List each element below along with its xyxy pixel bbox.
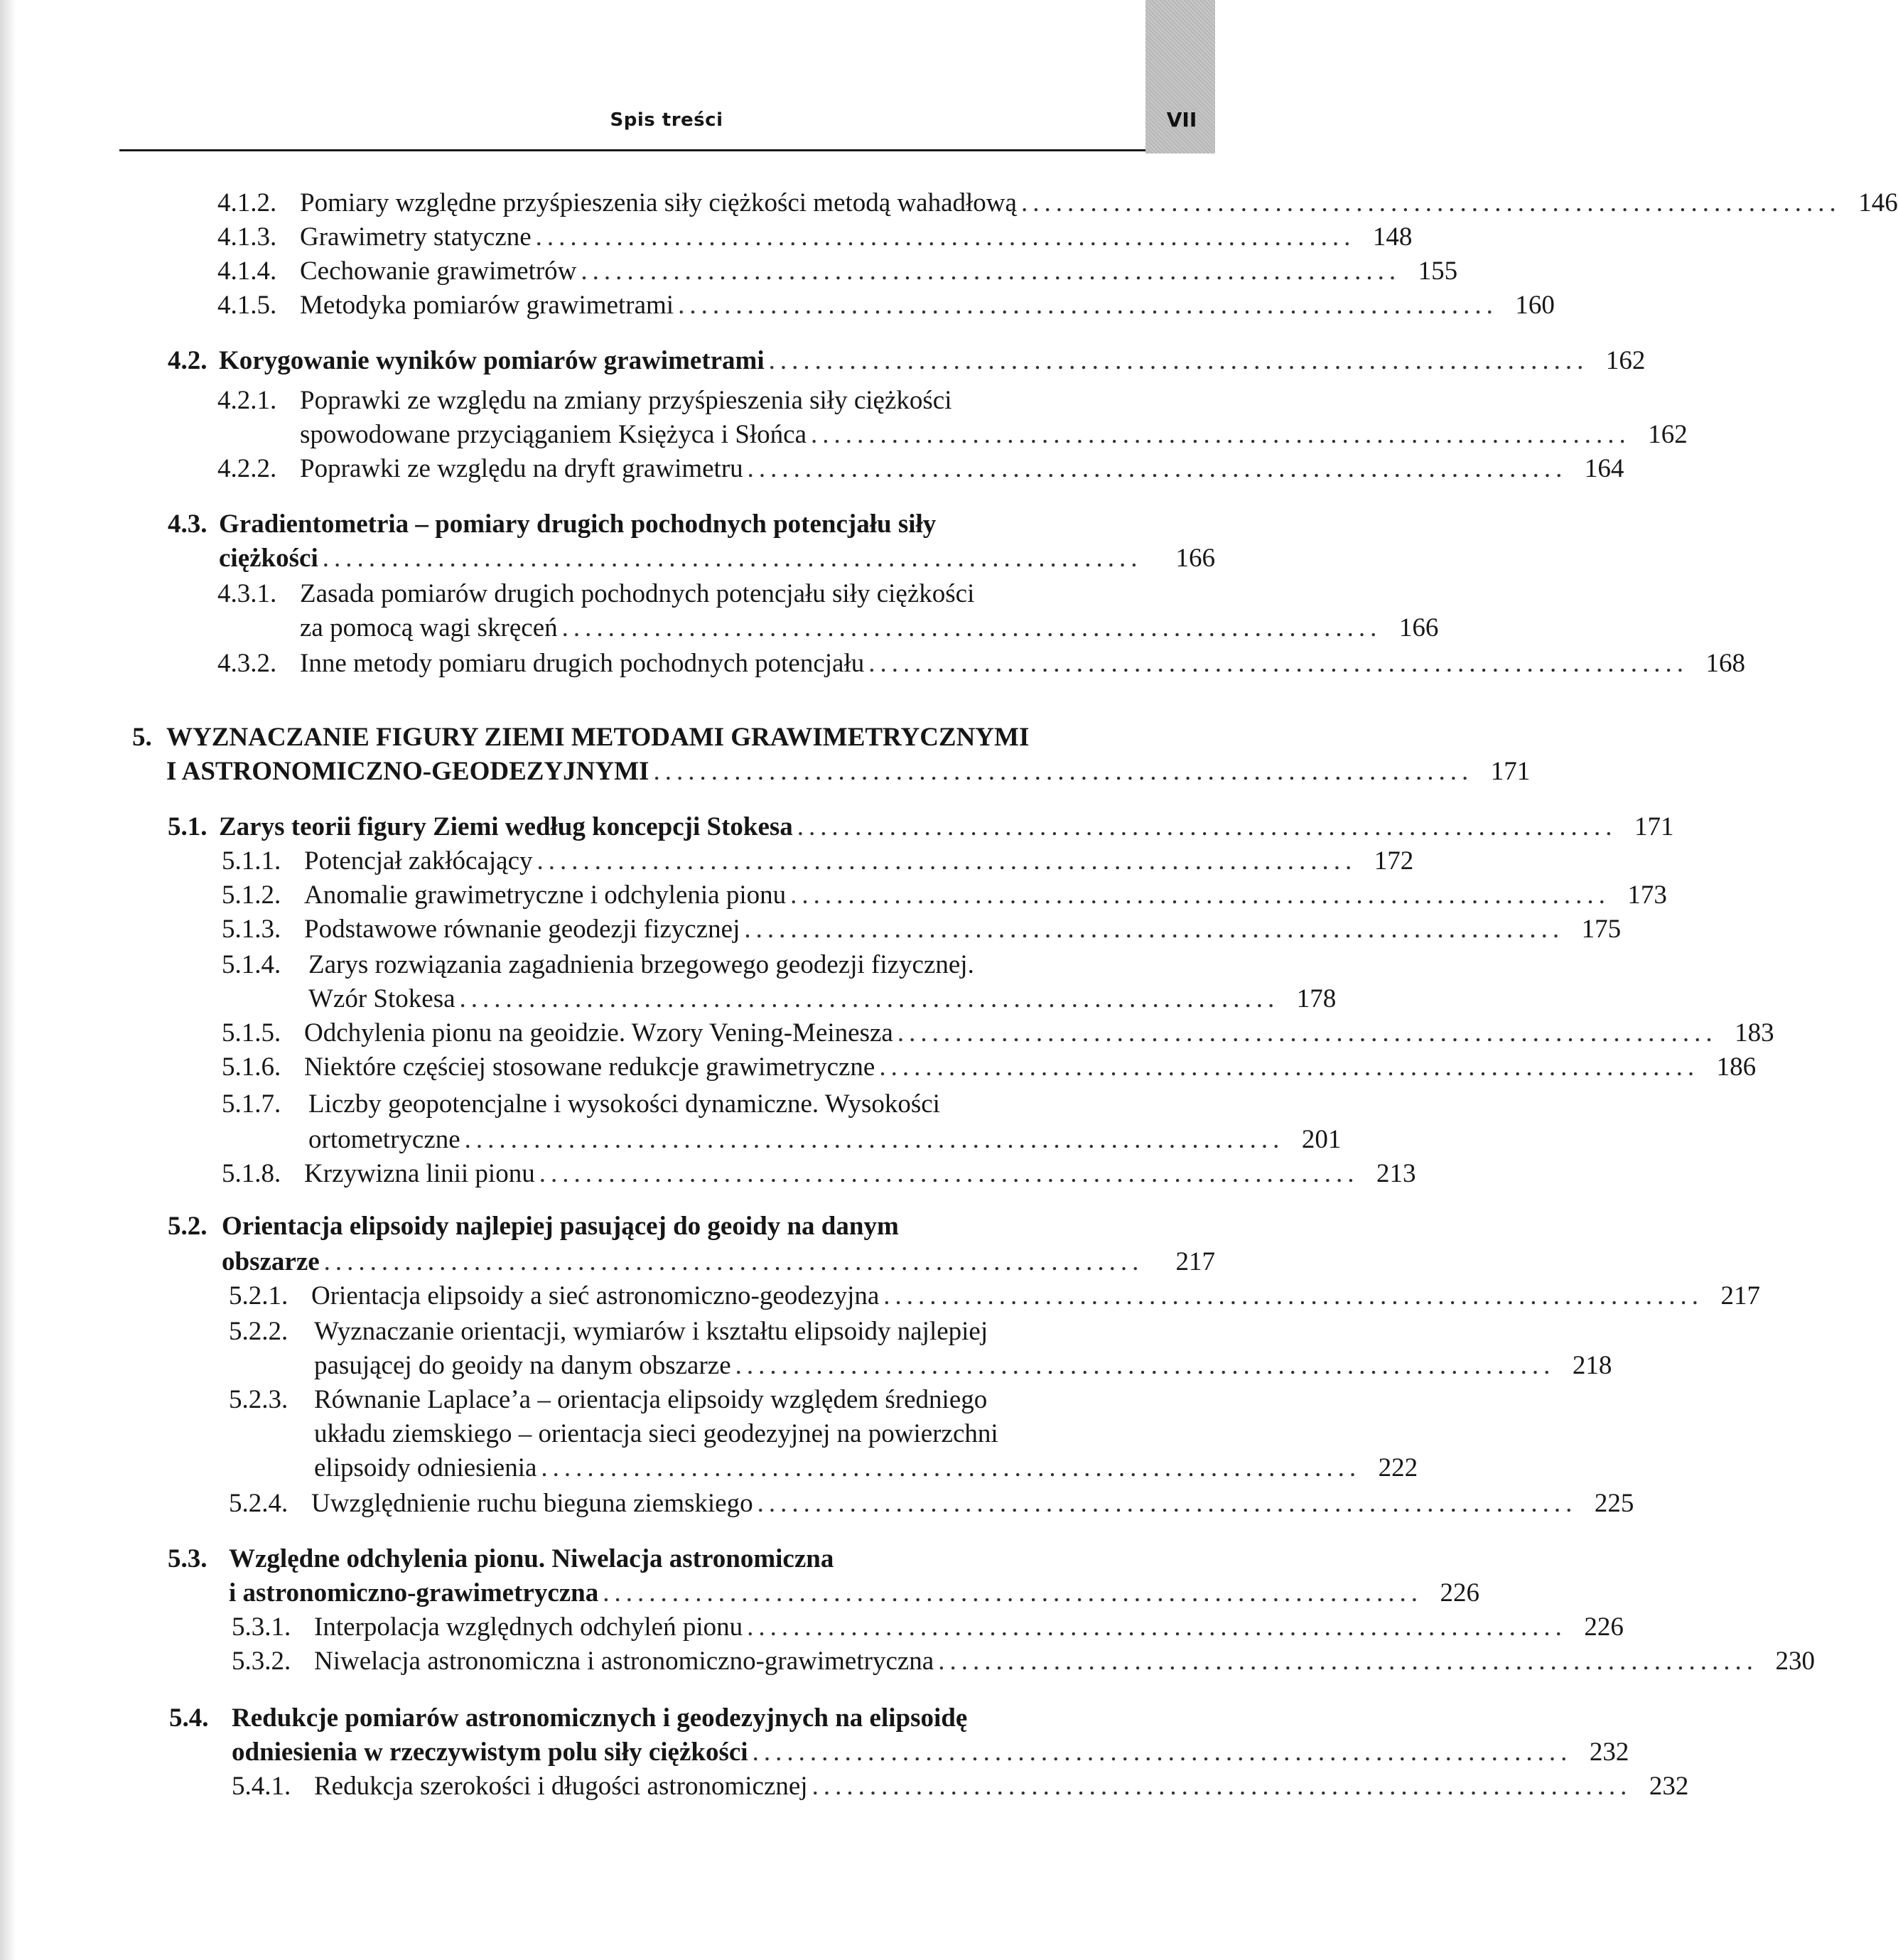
toc-entry[interactable] [308,982,1337,1016]
entry-number: 5.1.2. [222,881,281,910]
toc-entry[interactable] [232,1735,1629,1770]
entry-title-line: WYZNACZANIE FIGURY ZIEMI METODAMI GRAWIMETRYCZNYMI [166,723,1030,752]
entry-title: Orientacja elipsoidy a sieć astronomiczno-geodezyjna [311,1281,880,1310]
header-title: Spis treści [610,109,723,131]
entry-page: 148 [1372,222,1413,252]
toc-entry[interactable] [300,418,1688,452]
entry-number: 5.1. [168,812,207,841]
entry-title: Zarys teorii figury Ziemi według koncepcji Stokesa [219,812,793,841]
entry-page: 213 [1376,1159,1416,1188]
entry-number: 4.1.4. [217,257,277,286]
entry-number: 4.3. [168,510,207,539]
dot-leader: ....................................................................... [678,291,1498,320]
entry-page: 218 [1572,1351,1612,1380]
entry-page: 201 [1301,1125,1342,1154]
entry-title-line: układu ziemskiego – orientacja sieci geodezyjnej na powierzchni [314,1419,998,1448]
entry-title: Poprawki ze względu na dryft grawimetru [300,454,743,483]
dot-leader: ....................................................................... [811,420,1631,449]
entry-number: 5.2.1. [229,1281,289,1310]
toc-entry[interactable] [314,1349,1612,1383]
entry-title: Korygowanie wyników pomiarów grawimetrami [219,346,765,375]
entry-title: spowodowane przyciąganiem Księżyca i Słońca [300,420,807,449]
entry-number: 5.1.5. [222,1018,281,1048]
toc-entry[interactable] [222,844,1414,878]
dot-leader: ....................................................................... [536,846,1357,876]
entry-title: Metodyka pomiarów grawimetrami [300,291,674,320]
entry-title: Krzywizna linii pionu [304,1159,535,1188]
toc-entry[interactable] [222,1245,1215,1279]
dot-leader: ....................................................................... [868,649,1689,678]
dot-leader: ....................................................................... [811,1772,1632,1801]
dot-leader: ....................................................................... [653,757,1474,786]
dot-leader: ....................................................................... [747,1612,1567,1642]
entry-title: Pomiary względne przyśpieszenia siły ciężkości metodą wahadłową [300,188,1017,217]
entry-page: 162 [1648,420,1688,449]
entry-page: 168 [1705,649,1746,678]
entry-number: 4.1.5. [217,291,277,320]
toc-entry[interactable] [232,1610,1624,1644]
dot-leader: ....................................................................... [879,1052,1700,1082]
entry-page: 172 [1374,846,1414,876]
dot-leader: ....................................................................... [561,613,1382,642]
toc-entry[interactable] [168,344,1646,378]
dot-leader: ....................................................................... [603,1578,1423,1608]
entry-title-line: Liczby geopotencjalne i wysokości dynamiczne. Wysokości [308,1089,940,1119]
entry-page: 225 [1594,1489,1634,1518]
entry-page: 166 [1175,544,1215,573]
entry-number: 5.2.2. [229,1317,289,1346]
entry-number: 4.3.1. [217,579,277,608]
entry-title-line: Zarys rozwiązania zagadnienia brzegowego geodezji fizycznej. [308,950,974,979]
entry-page: 175 [1581,915,1622,944]
entry-number: 5.3.2. [232,1647,291,1676]
entry-title: Odchylenia pionu na geoidzie. Wzory Vening-Meinesza [304,1018,893,1048]
entry-title: Podstawowe równanie geodezji fizycznej [304,915,740,944]
entry-page: 166 [1398,613,1439,642]
entry-title: Potencjał zakłócający [304,846,533,876]
dot-leader: ....................................................................... [752,1738,1573,1767]
toc-entry[interactable] [217,220,1413,254]
entry-page: 222 [1378,1453,1418,1482]
dot-leader: ....................................................................... [790,881,1610,910]
toc-entry[interactable] [217,289,1555,323]
entry-page: 232 [1589,1738,1629,1767]
entry-page: 171 [1634,812,1674,841]
entry-title: ciężkości [219,544,318,573]
entry-page: 226 [1440,1578,1480,1608]
entry-number: 4.2. [168,346,207,375]
entry-page: 186 [1716,1052,1757,1082]
entry-number: 5.2.3. [229,1385,289,1414]
entry-page: 171 [1490,757,1531,786]
dot-leader: ....................................................................... [581,257,1401,286]
entry-title: Niwelacja astronomiczna i astronomiczno-grawimetryczna [314,1647,934,1676]
entry-number: 5.1.7. [222,1089,281,1119]
toc-entry[interactable] [217,452,1624,486]
dot-leader: ....................................................................... [1020,188,1841,217]
entry-title: za pomocą wagi skręceń [300,613,558,642]
entry-title-line: Redukcje pomiarów astronomicznych i geodezyjnych na elipsoidę [232,1703,968,1733]
entry-title: Redukcja szerokości i długości astronomicznej [314,1772,808,1801]
entry-number: 5. [132,723,152,752]
toc-entry[interactable] [308,1123,1342,1157]
entry-title: odniesienia w rzeczywistym polu siły ciężkości [232,1738,748,1767]
entry-title: Anomalie grawimetryczne i odchylenia pionu [304,881,787,910]
entry-page: 232 [1649,1772,1689,1801]
toc-entry[interactable] [232,1770,1689,1804]
entry-number: 5.4. [169,1703,209,1733]
entry-number: 5.2.4. [229,1489,289,1518]
entry-title: I ASTRONOMICZNO-GEODEZYJNYMI [166,757,649,786]
entry-page: 173 [1627,881,1667,910]
dot-leader: ....................................................................... [897,1018,1718,1048]
entry-number: 5.1.8. [222,1159,281,1188]
dot-leader: ....................................................................... [768,346,1589,375]
dot-leader: ....................................................................... [459,984,1280,1013]
entry-page: 217 [1175,1247,1215,1276]
entry-number: 5.1.3. [222,915,281,944]
entry-page: 162 [1605,346,1646,375]
toc-entry[interactable] [219,542,1215,576]
entry-page: 155 [1418,257,1458,286]
toc-entry[interactable] [229,1576,1480,1610]
entry-title: Interpolacja względnych odchyleń pionu [314,1612,743,1642]
toc-entry[interactable] [232,1644,1815,1679]
toc-entry[interactable] [217,254,1458,289]
entry-page: 230 [1775,1647,1815,1676]
entry-title: Cechowanie grawimetrów [300,257,577,286]
entry-number: 4.2.1. [217,386,277,415]
entry-title: ortometryczne [308,1125,460,1154]
toc-entry[interactable] [222,1016,1774,1050]
toc-entry[interactable] [222,912,1622,947]
dot-leader: ....................................................................... [535,222,1356,252]
entry-number: 5.2. [168,1212,207,1241]
dot-leader: ....................................................................... [744,915,1565,944]
entry-number: 4.1.2. [217,188,277,217]
entry-number: 5.3. [168,1544,207,1573]
page-number: VII [1166,108,1197,131]
toc-entry[interactable] [222,1050,1757,1084]
dot-leader: ....................................................................... [938,1647,1758,1676]
dot-leader: ....................................................................... [323,1247,1144,1276]
dot-leader: ....................................................................... [464,1125,1285,1154]
entry-number: 4.3.2. [217,649,277,678]
entry-title: obszarze [222,1247,320,1276]
dot-leader: ....................................................................... [539,1159,1359,1188]
toc-entry[interactable] [229,1279,1761,1313]
entry-number: 4.1.3. [217,222,277,252]
entry-number: 5.4.1. [232,1772,291,1801]
entry-title-line: Równanie Laplace’a – orientacja elipsoidy względem średniego [314,1385,988,1414]
toc-entry[interactable] [166,755,1531,789]
entry-number: 4.2.2. [217,454,277,483]
entry-title-line: Wyznaczanie orientacji, wymiarów i kształtu elipsoidy najlepiej [314,1317,988,1346]
entry-page: 164 [1584,454,1624,483]
entry-page: 217 [1720,1281,1761,1310]
entry-page: 160 [1515,291,1555,320]
toc-entry[interactable] [168,810,1674,844]
dot-leader: ....................................................................... [735,1351,1555,1380]
entry-title-line: Poprawki ze względu na zmiany przyśpieszenia siły ciężkości [300,386,952,415]
entry-title-line: Względne odchylenia pionu. Niwelacja astronomiczna [229,1544,834,1573]
entry-title: pasującej do geoidy na danym obszarze [314,1351,731,1380]
dot-leader: ....................................................................... [747,454,1568,483]
dot-leader: ....................................................................... [757,1489,1578,1518]
entry-title: Niektóre częściej stosowane redukcje grawimetryczne [304,1052,875,1082]
toc-entry[interactable] [217,647,1746,681]
entry-title-line: Gradientometria – pomiary drugich pochodnych potencjału siły [219,510,937,539]
toc-entry[interactable] [300,611,1439,645]
entry-number: 5.1.1. [222,846,281,876]
toc-entry[interactable] [229,1487,1634,1521]
toc-entry[interactable] [222,1157,1416,1191]
entry-page: 183 [1735,1018,1774,1048]
dot-leader: ....................................................................... [797,812,1617,841]
entry-title: Wzór Stokesa [308,984,455,1013]
toc-entry[interactable] [217,186,1898,220]
entry-number: 5.3.1. [232,1612,291,1642]
entry-title: Uwzględnienie ruchu bieguna ziemskiego [311,1489,753,1518]
entry-page: 178 [1296,984,1337,1013]
entry-title: Inne metody pomiaru drugich pochodnych potencjału [300,649,865,678]
dot-leader: ....................................................................... [541,1453,1362,1482]
entry-number: 5.1.6. [222,1052,281,1082]
entry-number: 5.1.4. [222,950,281,979]
toc-entry[interactable] [314,1451,1418,1485]
entry-title: Grawimetry statyczne [300,222,532,252]
entry-page: 146 [1858,188,1898,217]
dot-leader: ....................................................................... [322,544,1143,573]
toc-entry[interactable] [222,878,1667,912]
dot-leader: ....................................................................... [883,1281,1704,1310]
entry-title: elipsoidy odniesienia [314,1453,537,1482]
entry-title-line: Zasada pomiarów drugich pochodnych potencjału siły ciężkości [300,579,975,608]
entry-title: i astronomiczno-grawimetryczna [229,1578,599,1608]
entry-title-line: Orientacja elipsoidy najlepiej pasującej do geoidy na danym [222,1212,899,1241]
entry-page: 226 [1584,1612,1624,1642]
